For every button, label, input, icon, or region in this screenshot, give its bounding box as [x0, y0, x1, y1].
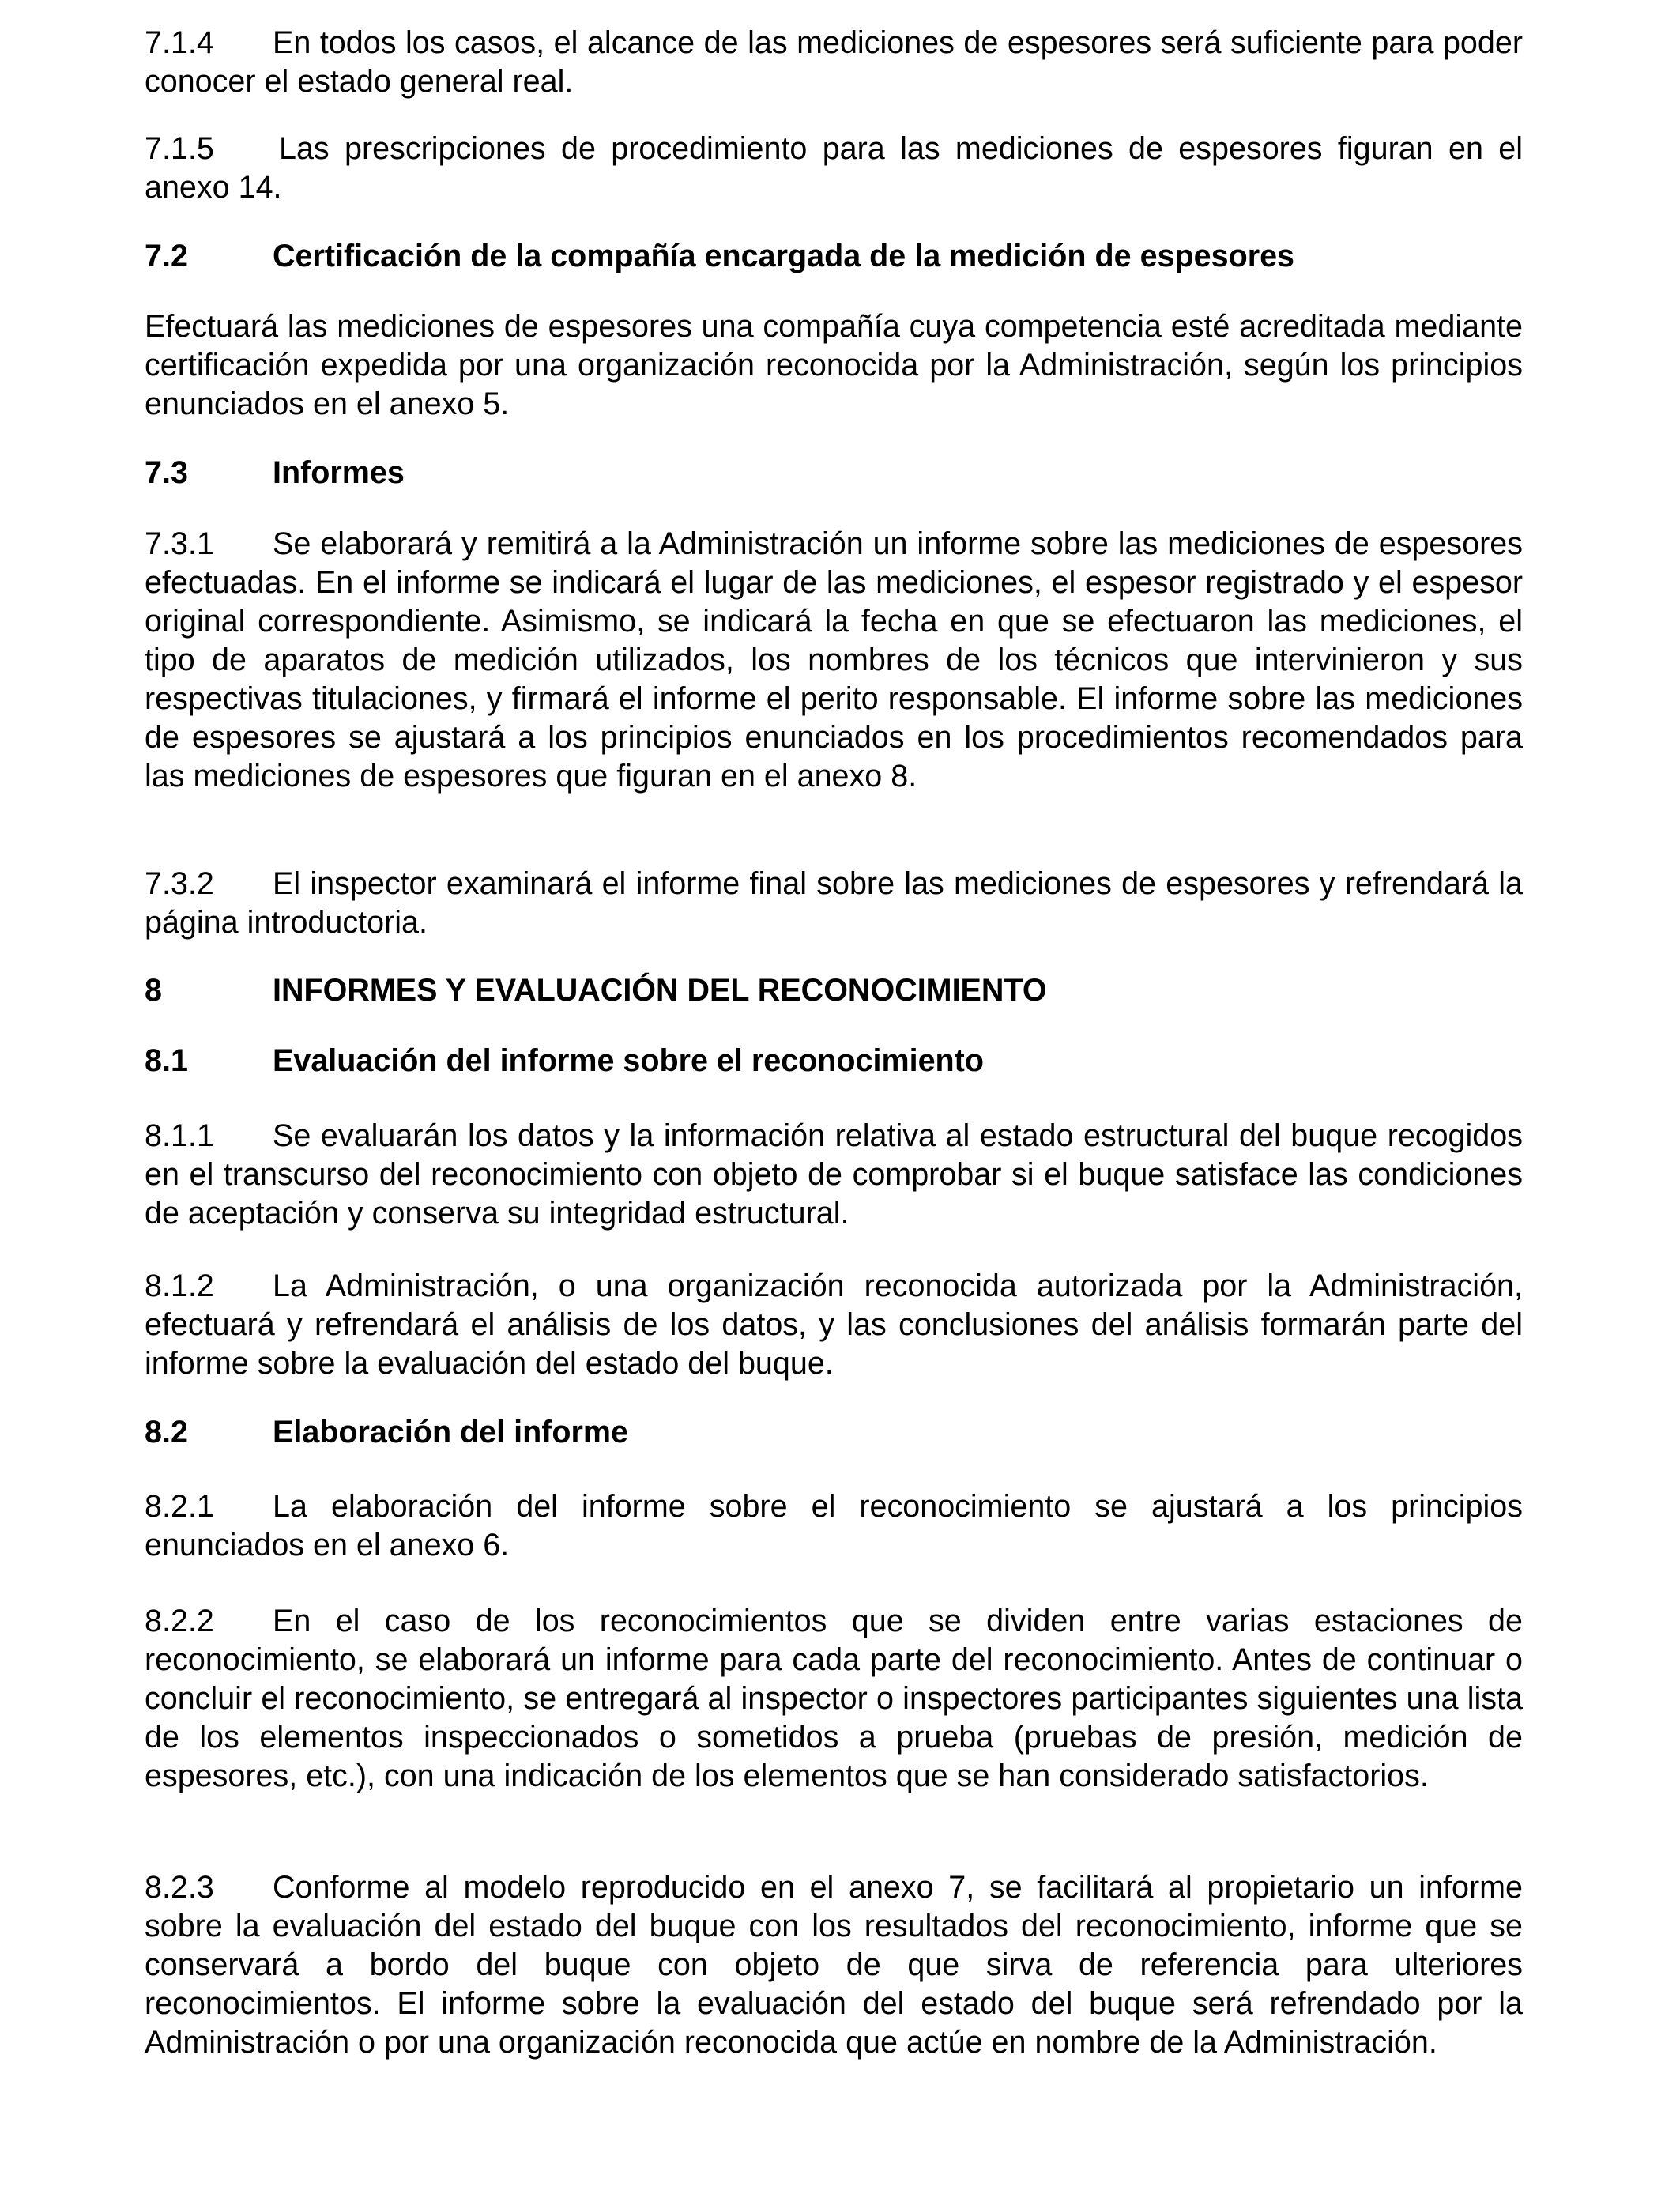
section-title: INFORMES Y EVALUACIÓN DEL RECONOCIMIENTO [273, 973, 1047, 1008]
paragraph-text: Efectuará las mediciones de espesores una compañía cuya competencia esté acreditada mediante certificación expedida por una organización reconocida por la Administración, según los principios enunciados en el anexo 5. [145, 309, 1523, 421]
paragraph-text: La elaboración del informe sobre el reconocimiento se ajustará a los principios enunciados en el anexo 6. [145, 1489, 1523, 1563]
paragraph-text: El inspector examinará el informe final sobre las mediciones de espesores y refrendará la página introductoria. [145, 866, 1523, 940]
paragraph-8-2-3 [145, 1868, 1523, 2062]
paragraph-number: 7.1.5 [145, 131, 214, 166]
paragraph-number: 7.3.2 [145, 866, 214, 901]
section-number: 7.2 [145, 239, 188, 273]
paragraph-text: La Administración, o una organización reconocida autorizada por la Administración, efectuará y refrendará el análisis de los datos, y las conclusiones del análisis formarán parte del informe sobre la evaluación del estado del buque. [145, 1269, 1523, 1381]
paragraph-text: Se elaborará y remitirá a la Administración un informe sobre las mediciones de espesores efectuadas. En el informe se indicará el lugar de las mediciones, el espesor registrado y el espesor original correspondiente. Asimismo, se indicará la fecha en que se efectuaron las mediciones, el tipo de aparatos de medición utilizados, los nombres de los técnicos que intervinieron y sus respectivas titulaciones, y firmará el informe el perito responsable. El informe sobre las mediciones de espesores se ajustará a los principios enunciados en los procedimientos recomendados para las mediciones de espesores que figuran en el anexo 8. [145, 526, 1523, 794]
paragraph-number: 8.1.2 [145, 1269, 214, 1303]
paragraph-number: 8.1.1 [145, 1118, 214, 1153]
paragraph-number: 7.1.4 [145, 25, 214, 60]
paragraph-7-1-4 [145, 24, 1523, 101]
paragraph-text: Las prescripciones de procedimiento para las mediciones de espesores figuran en el anexo 14. [145, 131, 1523, 205]
paragraph-8-1-2 [145, 1267, 1523, 1383]
section-title: Elaboración del informe [273, 1415, 628, 1449]
section-title: Evaluación del informe sobre el reconocimiento [273, 1043, 984, 1078]
paragraph-number: 8.2.1 [145, 1489, 214, 1524]
paragraph-7-3-1 [145, 525, 1523, 796]
section-heading-8-2 [145, 1413, 1523, 1452]
section-number: 7.3 [145, 455, 188, 490]
paragraph-number: 8.2.2 [145, 1604, 214, 1638]
paragraph-8-2-1 [145, 1487, 1523, 1565]
paragraph-7-1-5 [145, 130, 1523, 207]
section-number: 8.1 [145, 1043, 188, 1078]
section-heading-8-1 [145, 1042, 1523, 1080]
section-heading-7-3 [145, 454, 1523, 492]
section-number: 8.2 [145, 1415, 188, 1449]
paragraph-8-1-1 [145, 1117, 1523, 1233]
section-title: Certificación de la compañía encargada de la medición de espesores [273, 239, 1295, 273]
paragraph-text: Se evaluarán los datos y la información relativa al estado estructural del buque recogidos en el transcurso del reconocimiento con objeto de comprobar si el buque satisface las condiciones de aceptación y conserva su integridad estructural. [145, 1118, 1523, 1231]
paragraph-text: En el caso de los reconocimientos que se dividen entre varias estaciones de reconocimiento, se elaborará un informe para cada parte del reconocimiento. Antes de continuar o concluir el reconocimiento, se entregará al inspector o inspectores participantes siguientes una lista de los elementos inspeccionados o sometidos a prueba (pruebas de presión, medición de espesores, etc.), con una indicación de los elementos que se han considerado satisfactorios. [145, 1604, 1523, 1793]
section-heading-7-2 [145, 237, 1523, 276]
paragraph-text: Conforme al modelo reproducido en el anexo 7, se facilitará al propietario un informe sobre la evaluación del estado del buque con los resultados del reconocimiento, informe que se conservará a bordo del buque con objeto de que sirva de referencia para ulteriores reconocimientos. El informe sobre la evaluación del estado del buque será refrendado por la Administración o por una organización reconocida que actúe en nombre de la Administración. [145, 1870, 1523, 2060]
paragraph-7-3-2 [145, 865, 1523, 942]
section-number: 8 [145, 973, 162, 1008]
paragraph-number: 7.3.1 [145, 526, 214, 561]
paragraph-text: En todos los casos, el alcance de las mediciones de espesores será suficiente para poder conocer el estado general real. [145, 25, 1523, 99]
section-title: Informes [273, 455, 405, 490]
paragraph-8-2-2 [145, 1602, 1523, 1796]
paragraph-7-2-body [145, 307, 1523, 424]
section-heading-8 [145, 971, 1523, 1010]
paragraph-number: 8.2.3 [145, 1870, 214, 1905]
